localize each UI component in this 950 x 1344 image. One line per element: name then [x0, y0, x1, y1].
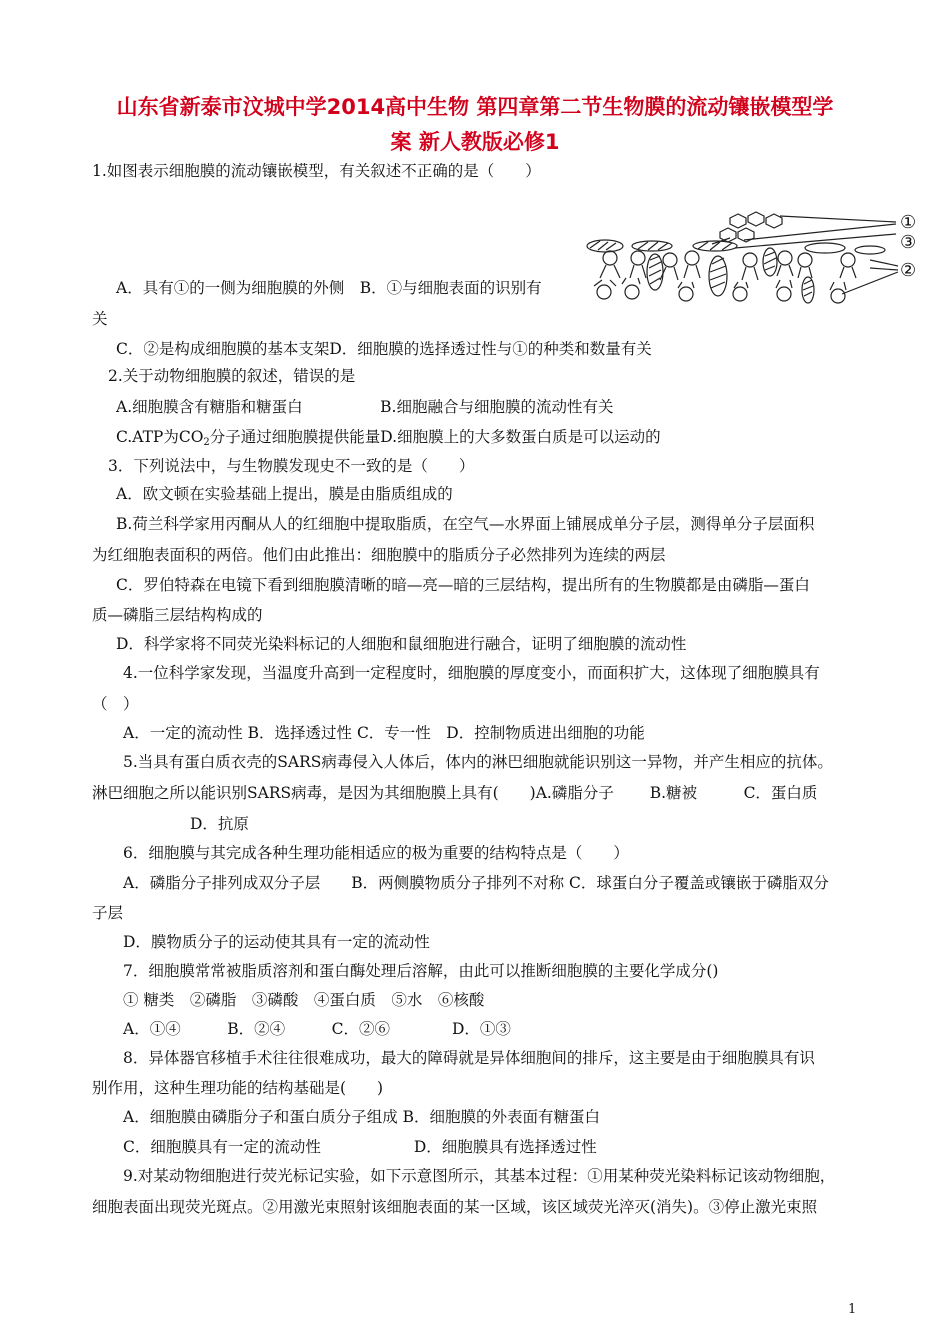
- q2-option-cd-text: 分子通过细胞膜提供能量D.细胞膜上的大多数蛋白质是可以运动的: [209, 428, 661, 446]
- q2-option-ab: A.细胞膜含有糖脂和糖蛋白 B.细胞融合与细胞膜的流动性有关: [116, 398, 614, 416]
- sugar-chain-hex: [720, 228, 736, 242]
- q6-options-line2: 子层: [92, 904, 124, 922]
- question-6-stem: 6．细胞膜与其完成各种生理功能相适应的极为重要的结构特点是（ ）: [123, 844, 629, 862]
- document-title-line-1: 山东省新泰市汶城中学2014高中生物 第四章第二节生物膜的流动镶嵌模型学: [116, 95, 834, 119]
- q1-option-ab: A．具有①的一侧为细胞膜的外侧 B．①与细胞表面的识别有: [116, 279, 542, 297]
- q3-option-d: D．科学家将不同荧光染料标记的人细胞和鼠细胞进行融合，证明了细胞膜的流动性: [116, 635, 687, 653]
- q3-option-c-line2: 质—磷脂三层结构构成的: [92, 606, 263, 624]
- q3-option-b-line1: B.荷兰科学家用丙酮从人的红细胞中提取脂质，在空气—水界面上铺展成单分子层，测得单分子层面积: [116, 515, 815, 533]
- question-7-stem: 7．细胞膜常常被脂质溶剂和蛋白酶处理后溶解，由此可以推断细胞膜的主要化学成分(): [123, 962, 719, 980]
- document-title-line-2: 案 新人教版必修1: [390, 130, 560, 154]
- q2-option-cd: [116, 427, 661, 453]
- co2-subscript: 2: [203, 437, 210, 448]
- q6-options-line1: A．磷脂分子排列成双分子层 B．两侧膜物质分子排列不对称 C．球蛋白分子覆盖或镶嵌于磷脂双分: [123, 874, 829, 892]
- page-number: 1: [848, 1302, 857, 1317]
- question-8-stem-line2: 别作用，这种生理功能的结构基础是( ): [92, 1079, 384, 1097]
- q7-items: ① 糖类 ②磷脂 ③磷酸 ④蛋白质 ⑤水 ⑥核酸: [123, 991, 485, 1009]
- question-8-stem-line1: 8．异体器官移植手术往往很难成功，最大的障碍就是异体细胞间的排斥，这主要是由于细胞膜具有识: [123, 1049, 815, 1067]
- question-5-stem-line1: 5.当具有蛋白质衣壳的SARS病毒侵入人体后，体内的淋巴细胞就能识别这一异物，并产生相应的抗体。: [123, 753, 833, 771]
- question-1-stem: 1.如图表示细胞膜的流动镶嵌模型，有关叙述不正确的是（ ）: [92, 162, 541, 180]
- label-3: ③: [900, 232, 917, 253]
- q1-option-b-continued: 关: [92, 310, 108, 328]
- q8-options-cd: C．细胞膜具有一定的流动性 D．细胞膜具有选择透过性: [123, 1138, 597, 1156]
- q4-blank: （ ）: [92, 695, 139, 713]
- membrane-model-figure: [580, 210, 925, 310]
- question-9-stem-line1: 9.对某动物细胞进行荧光标记实验，如下示意图所示，其基本过程：①用某种荧光染料标记该动物细胞，: [123, 1167, 836, 1185]
- q3-option-a: A．欧文顿在实验基础上提出，膜是由脂质组成的: [116, 485, 453, 503]
- question-9-stem-line2: 细胞表面出现荧光斑点。②用激光束照射该细胞表面的某一区域，该区域荧光淬灭(消失)。③停止激光束照: [92, 1198, 818, 1216]
- q1-option-cd: C．②是构成细胞膜的基本支架D．细胞膜的选择透过性与①的种类和数量有关: [116, 340, 652, 358]
- label-2: ②: [900, 260, 917, 281]
- q4-options: A．一定的流动性 B．选择透过性 C．专一性 D．控制物质进出细胞的功能: [123, 724, 645, 742]
- question-3-stem: 3．下列说法中，与生物膜发现史不一致的是（ ）: [108, 457, 475, 475]
- sugar-chain-hex: [730, 214, 746, 228]
- label-1: ①: [900, 212, 917, 233]
- sugar-chain-hex: [766, 214, 782, 228]
- question-5-stem-line2: 淋巴细胞之所以能识别SARS病毒，是因为其细胞膜上具有( )A.磷脂分子 B.糖被 C．蛋白质: [92, 784, 818, 802]
- q3-option-c-line1: C．罗伯特森在电镜下看到细胞膜清晰的暗—亮—暗的三层结构，提出所有的生物膜都是由磷脂—蛋白: [116, 576, 810, 594]
- q2-option-c-text: C.ATP为CO: [116, 428, 204, 446]
- q5-option-d: D．抗原: [190, 815, 249, 833]
- sugar-chain-hex: [748, 212, 764, 226]
- q8-options-ab: A．细胞膜由磷脂分子和蛋白质分子组成 B．细胞膜的外表面有糖蛋白: [123, 1108, 601, 1126]
- question-2-stem: 2.关于动物细胞膜的叙述，错误的是: [108, 367, 356, 385]
- question-4-stem: 4.一位科学家发现，当温度升高到一定程度时，细胞膜的厚度变小，而面积扩大，这体现了细胞膜具有: [123, 664, 820, 682]
- q7-options: A．①④ B．②④ C．②⑥ D．①③: [123, 1020, 511, 1038]
- q6-option-d: D．膜物质分子的运动使其具有一定的流动性: [123, 933, 430, 951]
- q3-option-b-line2: 为红细胞表面积的两倍。他们由此推出：细胞膜中的脂质分子必然排列为连续的两层: [92, 546, 666, 564]
